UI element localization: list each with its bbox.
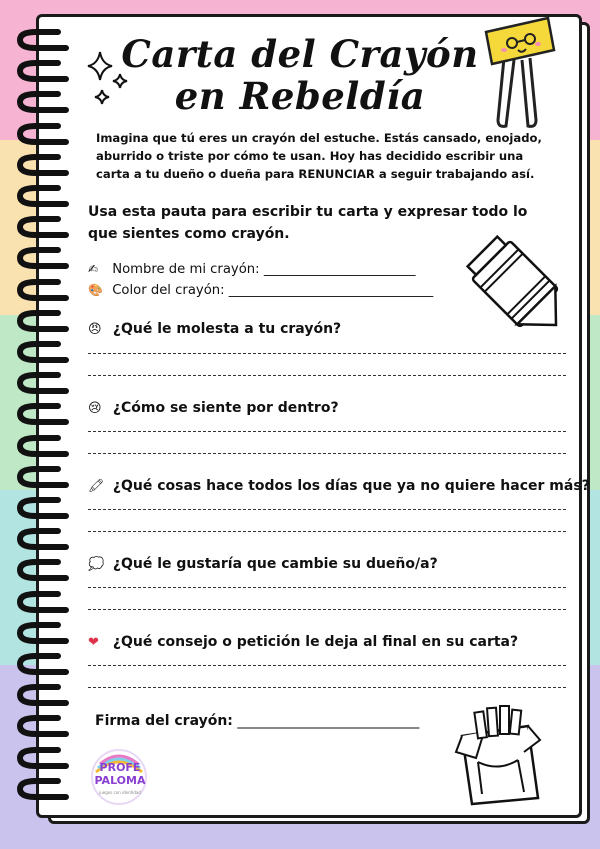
answer-line[interactable] [88,665,566,666]
spiral-ring [14,746,72,776]
page-title-line-1: Carta del Crayón [121,32,479,76]
question-1 [88,321,341,337]
question-2 [88,400,339,416]
binder-clip-icon [478,10,558,130]
spiral-ring [14,714,72,744]
answer-line[interactable] [88,375,566,376]
question-3 [88,478,590,494]
spiral-ring [14,683,72,713]
spiral-ring [14,621,72,651]
spiral-ring [14,28,72,58]
answer-line[interactable] [88,509,566,510]
signature-field[interactable] [95,713,419,729]
spiral-ring [14,122,72,152]
crayon-icon [458,228,572,340]
question-4 [88,556,438,572]
question-text: ¿Qué cosas hace todos los días que ya no quiere hacer más? [112,478,590,494]
signature-blank[interactable]: __________________________ [232,713,420,729]
signature-label: Firma del crayón: [95,713,233,729]
answer-line[interactable] [88,353,566,354]
spiral-ring [14,434,72,464]
answer-line[interactable] [88,531,566,532]
answer-line[interactable] [88,687,566,688]
spiral-ring [14,278,72,308]
spiral-ring [14,652,72,682]
page-title-line-2: en Rebeldía [174,74,426,118]
intro-paragraph: Imagina que tú eres un crayón del estuche. Estás cansado, enojado, aburrido o triste por cómo te usan. Hoy has decidido escribir una carta a tu dueño o dueña para RENUNCIAR a seguir trabajando así. [96,131,542,181]
answer-line[interactable] [88,431,566,432]
logo-text-line-1: PROFE [99,761,141,774]
logo-text-line-2: PALOMA [94,774,146,787]
instruction-paragraph: Usa esta pauta para escribir tu carta y expresar todo lo que sientes como crayón. [88,204,528,242]
spiral-ring [14,59,72,89]
spiral-ring [14,527,72,557]
crying-face-icon: 😢 [88,401,102,416]
crayon-name-blank[interactable]: _______________________ [263,262,416,277]
question-text: ¿Qué le molesta a tu crayón? [112,321,342,337]
spiral-ring [14,496,72,526]
thought-bubble-icon: 💭 [88,557,105,572]
answer-line[interactable] [88,453,566,454]
writing-hand-icon: ✍ [88,262,99,276]
question-5 [88,634,518,650]
answer-line[interactable] [88,587,566,588]
crayon-color-blank[interactable]: _______________________________ [228,283,434,298]
spiral-ring [14,153,72,183]
spiral-ring [14,246,72,276]
spiral-ring [14,777,72,807]
crayon-color-label: Color del crayón: [112,283,225,298]
spiral-ring [14,402,72,432]
spiral-ring [14,340,72,370]
spiral-ring [14,558,72,588]
question-text: ¿Qué le gustaría que cambie su dueño/a? [112,556,438,572]
question-text: ¿Cómo se siente por dentro? [112,400,339,416]
spiral-ring [14,309,72,339]
crayon-name-label: Nombre de mi crayón: [112,262,260,277]
spiral-ring [14,90,72,120]
crayon-color-field[interactable] [88,283,433,298]
crayon-name-field[interactable] [88,262,415,277]
spiral-ring [14,465,72,495]
palette-icon: 🎨 [88,283,103,297]
answer-line[interactable] [88,609,566,610]
spiral-ring [14,590,72,620]
heart-icon: ❤ [88,635,99,650]
pencil-icon: 🖍 [88,479,105,494]
spiral-ring [14,184,72,214]
spiral-binding [14,28,74,818]
question-text: ¿Qué consejo o petición le deja al final en su carta? [112,634,519,650]
spiral-ring [14,215,72,245]
angry-face-icon: 😠 [88,322,102,337]
spiral-ring [14,371,72,401]
crayon-box-icon [448,702,548,806]
logo-tagline: juegos con identidad [99,790,141,795]
